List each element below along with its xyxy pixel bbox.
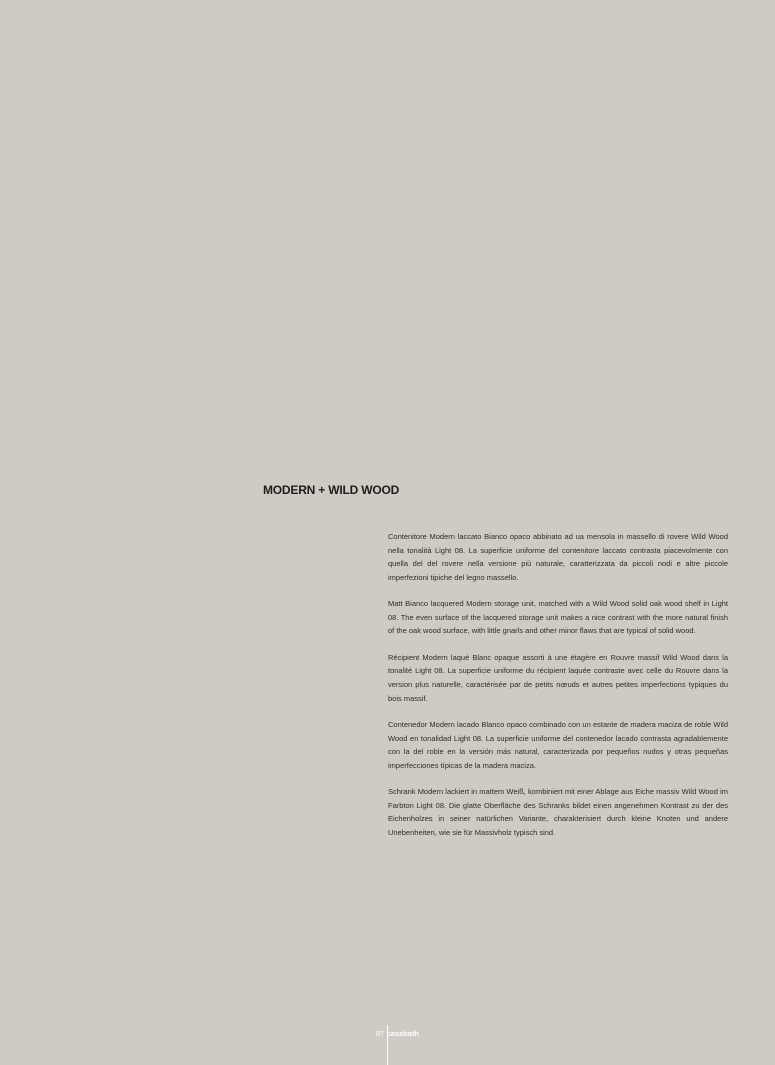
paragraph-english: Matt Bianco lacquered Modern storage unit, matched with a Wild Wood solid oak wood shelf in Light 08. The even surface of the lacquered storage unit makes a nice contrast with the more natural finish of the oak wood surface, with little gnarls and other minor flaws that are typical of solid wood. bbox=[388, 599, 728, 636]
paragraph-spanish: Contenedor Modern lacado Blanco opaco combinado con un estante de madera maciza de roble Wild Wood en tonalidad Light 08. La superficie uniforme del contenedor lacado contrasta agradablemente con la del roble en la versión más natural, caracterizada por pequeños nudos y otras pequeñas imperfecciones típicas de la madera maciza. bbox=[388, 719, 728, 770]
page-title: MODERN + WILD WOOD bbox=[263, 483, 400, 497]
paragraph-french: Récipient Modern laqué Blanc opaque assorti à une étagère en Rouvre massif Wild Wood dans la tonalité Light 08. La superficie uniforme du récipient laquée contraste avec celle du Rouvre dans la version plus naturelle, caractérisée par de petits nœuds et autres petites imperfections typiques du bois massif. bbox=[388, 652, 728, 703]
paragraph-german: Schrank Modern lackiert in mattem Weiß, kombiniert mit einer Ablage aus Eiche massiv Wild Wood im Farbton Light 08. Die glatte Oberfläche des Schranks bildet einen angenehmen Kontrast zu der des Eichenholzes in seiner natürlichen Variante, charakterisiert durch kleine Knoten und andere Unebenheiten, wie sie für Massivholz typisch sind. bbox=[388, 787, 728, 837]
paragraph-italian: Contenitore Modern laccato Bianco opaco abbinato ad ua mensola in massello di rovere Wild Wood nella tonalità Light 08. La superficie uniforme del contenitore laccato contrasta piacevolmente con quella del del rovere nella versione più naturale, caratterizzata da piccoli nodi e altre piccole imperfezioni tipiche del legno massello. bbox=[388, 532, 728, 582]
description-text-block bbox=[388, 530, 728, 852]
page-footer bbox=[376, 1029, 419, 1038]
brand-name: casabath bbox=[386, 1029, 419, 1038]
page-number: 87 bbox=[376, 1029, 385, 1038]
